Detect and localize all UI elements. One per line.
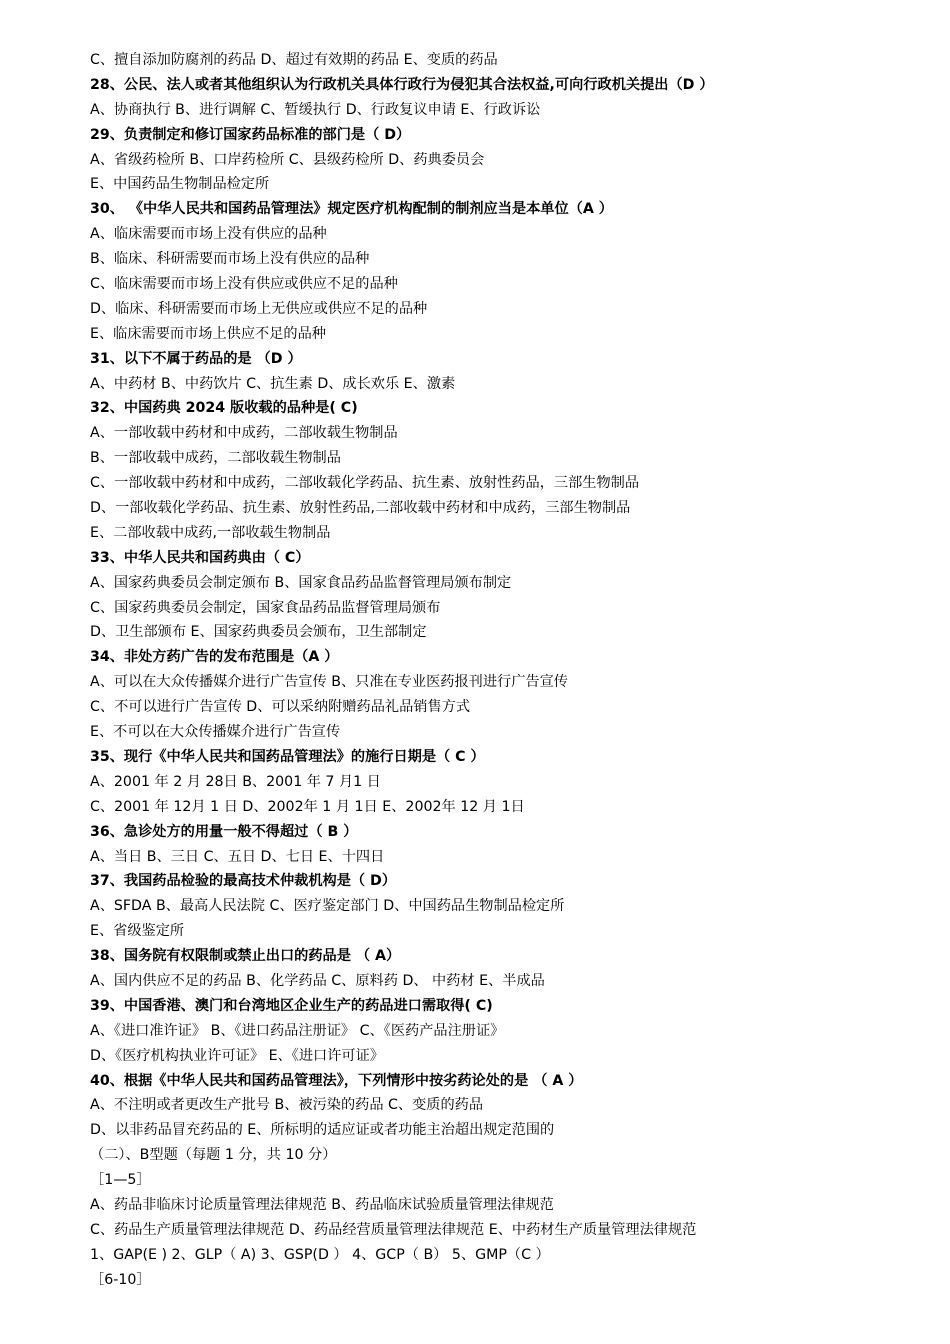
text-line: ［6-10］ — [90, 1271, 151, 1288]
text-line: C、国家药典委员会制定，国家食品药品监督管理局颁布 — [90, 599, 441, 616]
text-line: A、当日 B、三日 C、五日 D、七日 E、十四日 — [90, 848, 385, 865]
text-line: C、临床需要而市场上没有供应或供应不足的品种 — [90, 276, 398, 293]
text-line: E、临床需要而市场上供应不足的品种 — [90, 325, 326, 342]
text-line: A、药品非临床讨论质量管理法律规范 B、药品临床试验质量管理法律规范 — [90, 1196, 554, 1213]
text-line: C、2001 年 12月 1 日 D、2002年 1 月 1日 E、2002年 12 月 1日 — [90, 798, 525, 815]
text-line: A、2001 年 2 月 28日 B、2001 年 7 月1 日 — [90, 773, 381, 790]
text-line: B、临床、科研需要而市场上没有供应的品种 — [90, 251, 370, 268]
text-line: C、擅自添加防腐剂的药品 D、超过有效期的药品 E、变质的药品 — [90, 52, 498, 68]
text-line: （二）、B型题（每题 1 分，共 10 分） — [90, 1147, 337, 1164]
text-line: D、以非药品冒充药品的 E、所标明的适应证或者功能主治超出规定范围的 — [90, 1122, 555, 1139]
question-line: 39、中国香港、澳门和台湾地区企业生产的药品进口需取得( C) — [90, 997, 493, 1014]
text-line: A、可以在大众传播媒介进行广告宣传 B、只准在专业医药报刊进行广告宣传 — [90, 674, 568, 691]
text-line: A、国内供应不足的药品 B、化学药品 C、原料药 D、 中药材 E、半成品 — [90, 972, 545, 989]
question-line: 35、现行《中华人民共和国药品管理法》的施行日期是（ C ） — [90, 748, 485, 765]
question-line: 32、中国药典 2024 版收载的品种是( C) — [90, 400, 358, 417]
text-line: B、一部收载中成药，二部收载生物制品 — [90, 450, 341, 467]
text-line: A、临床需要而市场上没有供应的品种 — [90, 226, 327, 243]
text-line: A、一部收载中药材和中成药，二部收载生物制品 — [90, 425, 398, 442]
text-line: A、协商执行 B、进行调解 C、暂缓执行 D、行政复议申请 E、行政诉讼 — [90, 101, 541, 118]
text-line: 1、GAP(E ) 2、GLP（ A) 3、GSP(D ） 4、GCP（ B） 5、GMP（C ） — [90, 1246, 550, 1263]
question-line: 29、负责制定和修订国家药品标准的部门是（ D） — [90, 126, 411, 143]
text-line: D、一部收载化学药品、抗生素、放射性药品,二部收载中药材和中成药，三部生物制品 — [90, 500, 631, 517]
question-line: 36、急诊处方的用量一般不得超过（ B ） — [90, 823, 358, 840]
text-line: C、一部收载中药材和中成药，二部收载化学药品、抗生素、放射性药品，三部生物制品 — [90, 475, 640, 492]
document-page — [90, 48, 930, 1293]
question-line: 28、公民、法人或者其他组织认为行政机关具体行政行为侵犯其合法权益,可向行政机关提出（D ） — [90, 76, 714, 93]
text-line: E、中国药品生物制品检定所 — [90, 176, 270, 193]
question-line: 38、国务院有权限制或禁止出口的药品是 （ A） — [90, 948, 401, 965]
question-line: 34、非处方药广告的发布范围是（A ） — [90, 649, 339, 666]
question-line: 33、中华人民共和国药典由（ C） — [90, 549, 310, 566]
text-line: A、中药材 B、中药饮片 C、抗生素 D、成长欢乐 E、激素 — [90, 375, 456, 392]
question-line: 40、根据《中华人民共和国药品管理法》，下列情形中按劣药论处的是 （ A ） — [90, 1072, 583, 1089]
question-line: 37、我国药品检验的最高技术仲裁机构是（ D） — [90, 873, 397, 890]
question-line: 30、 《中华人民共和国药品管理法》规定医疗机构配制的制剂应当是本单位（A ） — [90, 201, 613, 218]
text-line: A、不注明或者更改生产批号 B、被污染的药品 C、变质的药品 — [90, 1097, 484, 1114]
text-line: C、药品生产质量管理法律规范 D、药品经营质量管理法律规范 E、中药材生产质量管理法律规范 — [90, 1221, 697, 1238]
text-line: ［1—5］ — [90, 1172, 151, 1189]
question-line: 31、以下不属于药品的是 （D ） — [90, 350, 302, 367]
text-line: A、SFDA B、最高人民法院 C、医疗鉴定部门 D、中国药品生物制品检定所 — [90, 898, 565, 915]
text-line: C、不可以进行广告宣传 D、可以采纳附赠药品礼品销售方式 — [90, 699, 471, 716]
text-line: D、临床、科研需要而市场上无供应或供应不足的品种 — [90, 300, 428, 317]
text-line: E、省级鉴定所 — [90, 923, 185, 940]
text-line: A、《进口准许证》 B、《进口药品注册证》 C、《医药产品注册证》 — [90, 1022, 505, 1039]
text-line: A、省级药检所 B、口岸药检所 C、县级药检所 D、药典委员会 — [90, 151, 485, 168]
text-line: E、二部收载中成药,一部收载生物制品 — [90, 524, 331, 541]
text-line: D、《医疗机构执业许可证》 E、《进口许可证》 — [90, 1047, 384, 1064]
text-line: D、卫生部颁布 E、国家药典委员会颁布，卫生部制定 — [90, 624, 427, 641]
text-line: A、国家药典委员会制定颁布 B、国家食品药品监督管理局颁布制定 — [90, 574, 512, 591]
text-line: E、不可以在大众传播媒介进行广告宣传 — [90, 724, 341, 741]
